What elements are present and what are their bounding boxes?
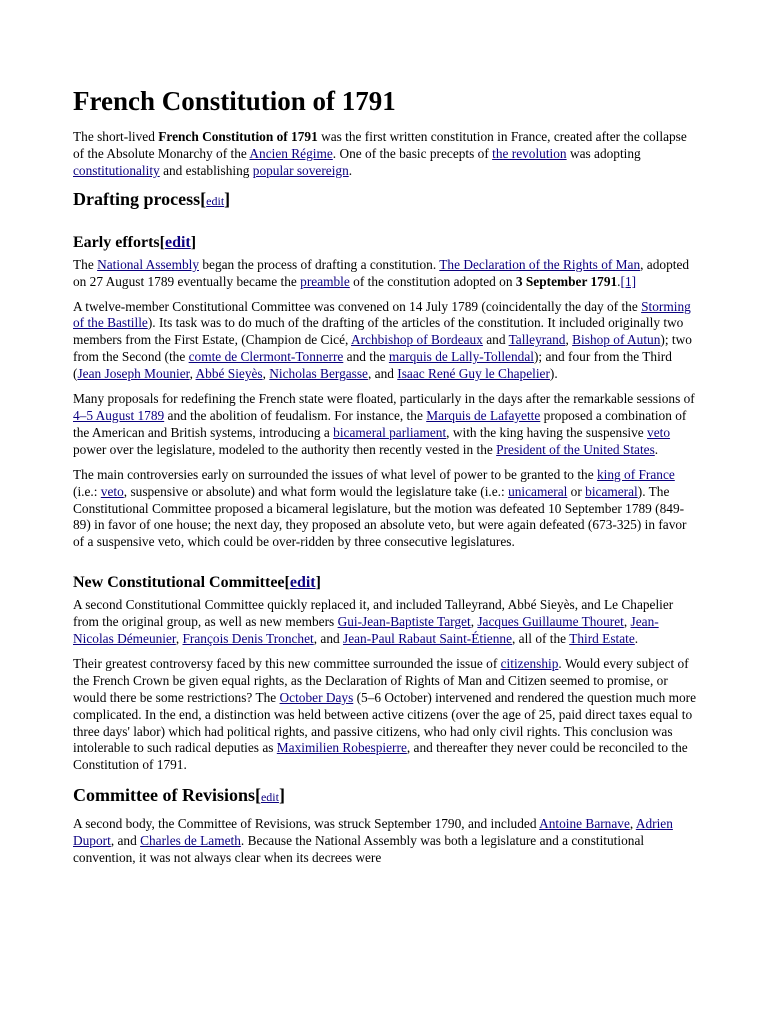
- text-run: .: [617, 273, 621, 289]
- wiki-link[interactable]: citizenship: [500, 655, 559, 671]
- wiki-link[interactable]: Jacques Guillaume Thouret: [477, 614, 624, 630]
- wiki-link[interactable]: Jean-Nicolas Démeunier: [73, 614, 659, 647]
- wiki-link[interactable]: bicameral parliament: [333, 424, 447, 440]
- wiki-link[interactable]: popular sovereign: [252, 162, 349, 178]
- text-run: The: [73, 256, 98, 272]
- wiki-link[interactable]: the revolution: [492, 145, 567, 161]
- text-run: .: [634, 631, 639, 647]
- wiki-link[interactable]: marquis de Lally-Tollendal: [388, 349, 534, 365]
- text-run: . Would every subject of the French Crown be given equal rights, as the Declaration of Rights of Man and Citizen seemed to promise, or would there be some restrictions? The: [73, 655, 689, 705]
- wiki-link[interactable]: The Declaration of the Rights of Man: [439, 256, 641, 272]
- wiki-link[interactable]: Talleyrand: [508, 332, 566, 348]
- heading-drafting-process: [73, 188, 697, 212]
- heading-drafting-text: Drafting process: [73, 188, 201, 209]
- new-committee-paragraph-1: [73, 597, 697, 648]
- revisions-paragraph-1: [73, 816, 697, 867]
- edit-bracket-close: ]: [190, 233, 197, 251]
- text-run: The short-lived: [73, 129, 159, 144]
- early-paragraph-4: [73, 467, 697, 552]
- wiki-link[interactable]: Gui-Jean-Baptiste Target: [337, 614, 471, 630]
- edit-bracket-open: [: [200, 188, 207, 209]
- wiki-link[interactable]: Adrien Duport: [73, 816, 673, 849]
- text-run: .: [654, 441, 659, 457]
- wiki-link[interactable]: Marquis de Lafayette: [426, 407, 541, 423]
- text-run: , and thereafter they never could be reconciled to the Constitution of 1791.: [73, 740, 688, 773]
- text-run: ). Its task was to do much of the drafting of the articles of the constitution. It included originally two members from the First Estate, (Champion de Cicé,: [73, 315, 684, 348]
- text-run: Their greatest controversy faced by this new committee surrounded the issue of: [73, 655, 501, 671]
- wiki-link[interactable]: comte de Clermont-Tonnerre: [188, 349, 344, 365]
- text-run: ,: [470, 614, 478, 630]
- wiki-link[interactable]: October Days: [279, 689, 354, 705]
- text-run: ); and four from the Third (: [73, 349, 672, 382]
- text-run: was the first written constitution in France, created after the collapse of the Absolute Monarchy of the: [73, 129, 687, 161]
- text-run: , and: [110, 833, 141, 849]
- edit-link-revisions[interactable]: edit: [260, 790, 279, 805]
- text-run: , suspensive or absolute) and what form would the legislature take (i.e.:: [123, 483, 509, 499]
- text-run: was adopting: [566, 145, 641, 161]
- wiki-link[interactable]: Antoine Barnave: [539, 816, 630, 832]
- wiki-link[interactable]: François Denis Tronchet: [182, 631, 314, 647]
- wiki-link[interactable]: Isaac René Guy le Chapelier: [397, 366, 550, 382]
- edit-bracket-close: ]: [315, 574, 321, 592]
- wiki-link[interactable]: Archbishop of Bordeaux: [350, 332, 483, 348]
- text-run: , and: [313, 631, 344, 647]
- text-run: (i.e.:: [73, 483, 101, 499]
- wiki-link[interactable]: Jean-Paul Rabaut Saint-Étienne: [343, 631, 512, 647]
- wiki-link[interactable]: President of the United States: [496, 441, 655, 457]
- wiki-link[interactable]: constitutionality: [73, 162, 160, 178]
- text-run: A twelve-member Constitutional Committee was convened on 14 July 1789 (coincidentally the day of the: [73, 298, 642, 314]
- text-run: , all of the: [512, 631, 570, 647]
- text-run: ).: [549, 366, 558, 382]
- text-run: .: [348, 162, 353, 178]
- wiki-link[interactable]: [1]: [620, 273, 637, 289]
- wiki-link[interactable]: king of France: [596, 466, 675, 482]
- wiki-link[interactable]: National Assembly: [97, 256, 200, 272]
- wiki-link[interactable]: Third Estate: [569, 631, 635, 647]
- heading-revisions-text: Committee of Revisions: [73, 785, 255, 806]
- text-run: ,: [262, 366, 270, 382]
- edit-link-early[interactable]: edit: [164, 233, 191, 251]
- wiki-link[interactable]: unicameral: [508, 483, 568, 499]
- text-run: A second body, the Committee of Revisions, was struck September 1790, and included: [73, 816, 540, 832]
- wiki-link[interactable]: veto: [100, 483, 124, 499]
- text-run: The main controversies early on surrounded the issues of what level of power to be granted to the: [73, 466, 597, 482]
- text-run: ,: [623, 614, 631, 630]
- wiki-link[interactable]: Charles de Lameth: [140, 833, 241, 849]
- wiki-link[interactable]: veto: [647, 424, 671, 440]
- early-paragraph-2: [73, 299, 697, 384]
- wiki-link[interactable]: preamble: [300, 273, 350, 289]
- early-paragraph-1: [73, 257, 697, 291]
- text-run: . One of the basic precepts of: [332, 145, 493, 161]
- text-run: and: [482, 332, 509, 348]
- bold-text: French Constitution of 1791: [158, 129, 318, 144]
- edit-bracket-open: [: [254, 785, 261, 806]
- wiki-link[interactable]: 4–5 August 1789: [73, 407, 165, 423]
- text-run: , and: [367, 366, 398, 382]
- heading-committee-of-revisions: [73, 784, 697, 808]
- new-committee-paragraph-2: [73, 656, 697, 774]
- intro-paragraph: [73, 129, 697, 180]
- wiki-link[interactable]: Abbé Sieyès: [195, 366, 263, 382]
- early-paragraph-3: [73, 391, 697, 459]
- heading-new-committee-text: New Constitutional Committee: [73, 574, 285, 592]
- text-run: of the constitution adopted on: [349, 273, 516, 289]
- wiki-link[interactable]: Jean Joseph Mounier: [77, 366, 190, 382]
- text-run: and establishing: [159, 162, 253, 178]
- edit-link-new-committee[interactable]: edit: [289, 574, 316, 592]
- text-run: ,: [565, 332, 573, 348]
- wiki-link[interactable]: Storming of the Bastille: [73, 298, 691, 331]
- wiki-link[interactable]: Nicholas Bergasse: [269, 366, 368, 382]
- text-run: and the: [343, 349, 389, 365]
- text-run: began the process of drafting a constitution.: [199, 256, 440, 272]
- text-run: power over the legislature, modeled to the authority then recently vested in the: [73, 441, 497, 457]
- edit-bracket-open: [: [159, 233, 165, 251]
- wiki-link[interactable]: Ancien Régime: [249, 145, 333, 161]
- page-title: French Constitution of 1791: [73, 86, 396, 116]
- text-run: ,: [629, 816, 636, 832]
- heading-new-committee: [73, 573, 697, 593]
- text-run: (5–6 October) intervened and rendered the question much more complicated. In the end, a distinction was held between active citizens (over the age of 25, paid direct taxes equal to three days' labor) which had political rights, and passive citizens, who had only civil rights. This conclusion was intolerable to such radical deputies as: [73, 689, 697, 756]
- wiki-link[interactable]: Bishop of Autun: [572, 332, 661, 348]
- edit-link-drafting[interactable]: edit: [206, 193, 225, 208]
- wiki-link[interactable]: Maximilien Robespierre: [276, 740, 407, 756]
- heading-early-efforts: [73, 233, 697, 253]
- text-run: , with the king having the suspensive: [446, 424, 648, 440]
- text-run: , adopted on 27 August 1789 eventually became the: [73, 256, 690, 289]
- bold-text: 3 September 1791: [515, 273, 618, 289]
- text-run: or: [567, 483, 586, 499]
- text-run: and the abolition of feudalism. For instance, the: [164, 407, 427, 423]
- text-run: ,: [175, 631, 183, 647]
- text-run: ,: [189, 366, 196, 382]
- wiki-link[interactable]: bicameral: [585, 483, 638, 499]
- edit-bracket-open: [: [284, 574, 290, 592]
- edit-bracket-close: ]: [278, 785, 285, 806]
- heading-early-text: Early efforts: [73, 233, 160, 251]
- text-run: Many proposals for redefining the French state were floated, particularly in the days after the remarkable sessions of: [73, 391, 695, 407]
- text-run: proposed a combination of the American and British systems, introducing a: [73, 407, 687, 440]
- text-run: ). The Constitutional Committee proposed a bicameral legislature, but the motion was defeated 10 September 1789 (849-89) in favor of one house; the next day, they proposed an absolute veto, but were again defeated (673-325) in favor of a suspensive veto, which could be over-ridden by three consecutive legislatures.: [73, 483, 687, 550]
- article-body: [73, 84, 697, 875]
- text-run: ); two from the Second (the: [73, 332, 692, 365]
- text-run: A second Constitutional Committee quickly replaced it, and included Talleyrand, Abbé Sieyès, and Le Chapelier from the original group, as well as new members: [73, 597, 674, 630]
- text-run: . Because the National Assembly was both a legislature and a constitutional convention, it was not always clear when its decrees were: [73, 833, 645, 866]
- edit-bracket-close: ]: [224, 188, 231, 209]
